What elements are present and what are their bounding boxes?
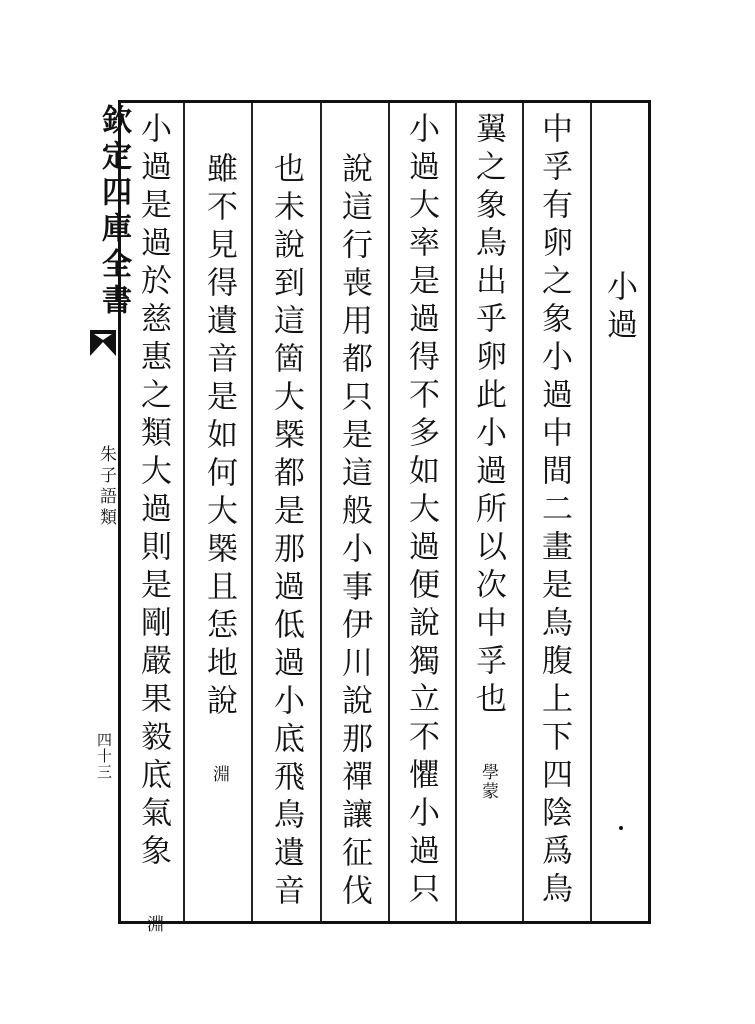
column-text: 也未說到這箇大槩都是那過低過小底飛鳥遺音: [268, 152, 304, 912]
column-text: 小過大率是過得不多如大過便說獨立不懼小過只: [403, 112, 439, 910]
column-rule: [183, 103, 185, 921]
attribution-note: 學蒙: [478, 763, 498, 801]
text-column: [536, 112, 572, 910]
text-column: [336, 152, 372, 912]
attribution-note: 淵: [209, 765, 229, 784]
page-number: 四十三: [95, 732, 113, 780]
column-text: 說這行喪用都只是這般小事伊川說那禪讓征伐: [336, 152, 372, 912]
text-column: [268, 152, 304, 912]
column-rule: [455, 103, 457, 921]
text-column: [135, 112, 171, 934]
column-rule: [251, 103, 253, 921]
fish-tail-icon: [88, 328, 118, 358]
attribution-note: 淵: [143, 915, 163, 934]
column-rule: [590, 103, 592, 921]
collection-title: 欽定四庫全書: [96, 104, 131, 320]
ink-dot: [619, 826, 623, 830]
column-rule: [522, 103, 524, 921]
section-heading: [601, 270, 637, 346]
column-text: 雖不見得遺音是如何大槩且恁地說: [201, 152, 237, 722]
text-column: [201, 152, 237, 784]
column-rule: [320, 103, 322, 921]
column-text: 翼之象鳥出乎卵此小過所以次中孚也: [470, 112, 506, 720]
page-margin: [88, 100, 131, 924]
column-text: 小過是過於慈惠之類大過則是剛嚴果毅底氣象: [135, 112, 171, 872]
heading-text: 小過: [601, 270, 637, 346]
column-rule: [388, 103, 390, 921]
text-column: [403, 112, 439, 910]
column-text: 中孚有卵之象小過中間二畫是鳥腹上下四陰爲鳥: [536, 112, 572, 910]
text-column: [470, 112, 506, 801]
book-title: 朱子語類: [96, 445, 116, 529]
